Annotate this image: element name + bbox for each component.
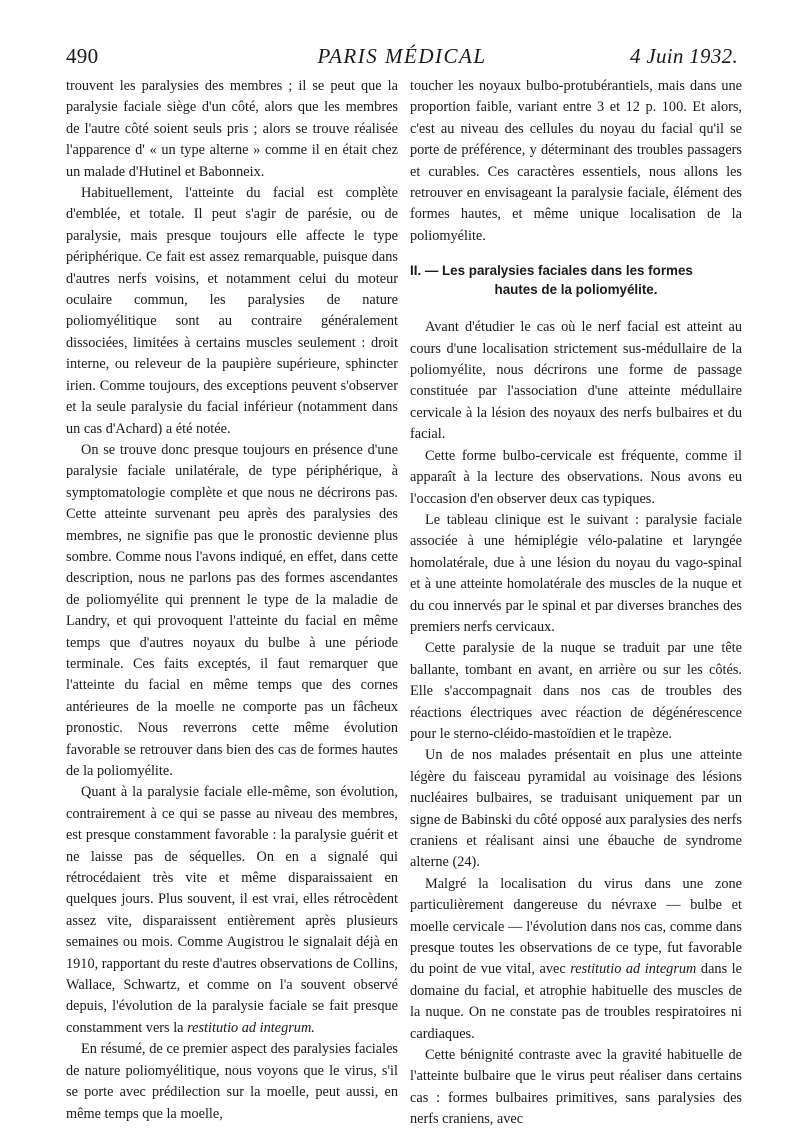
section-heading-line-2: hautes de la poliomyélite. — [494, 282, 658, 298]
paragraph: Cette bénignité contraste avec la gravité habituelle de l'atteinte bulbaire que le virus peut réaliser dans certains cas : formes bulbaires primitives, sans paralysies des nerfs craniens, avec — [410, 1047, 742, 1128]
left-column — [66, 76, 398, 1125]
paragraph: Avant d'étudier le cas où le nerf facial est atteint au cours d'une localisation strictement sus-médullaire de la poliomyélite, nous décrirons une forme de passage constituée par l'association d'une atteinte médullaire cervicale à la lésion des noyaux des nerfs bulbaires et du facial. — [410, 319, 742, 443]
spacer — [410, 299, 742, 317]
paragraph — [410, 874, 742, 1045]
running-header — [66, 40, 738, 72]
paragraph: Cette paralysie de la nuque se traduit par une tête ballante, tombant en avant, en arrière ou sur les côtés. Elle s'accompagnait dans nos cas de troubles des réactions électriques avec réaction de dégénérescence pour le sterno-cléido-mastoïdien et le trapèze. — [410, 640, 742, 742]
right-column — [410, 76, 742, 1131]
paragraph: toucher les noyaux bulbo-protubérantiels, mais dans une proportion faible, variant entre 3 et 12 p. 100. Et alors, c'est au niveau des cellules du noyau du facial qu'il se porte de préférence, y déterminant des troubles passagers et curables. Ces caractères essentiels, nous allons les retrouver en envisageant la paralysie faciale, élément des formes hautes, et même unique localisation de la poliomyélite. — [410, 78, 742, 244]
paragraph: Cette forme bulbo-cervicale est fréquente, comme il apparaît à la lecture des observations. Nous avons eu l'occasion d'en observer deux cas typiques. — [410, 447, 742, 507]
paragraph: On se trouve donc presque toujours en présence d'une paralysie faciale unilatérale, de type périphérique, à symptomatologie complète et que nous ne décrirons pas. Cette atteinte survenant peu après des paralysies des membres, ne signifie pas que le pronostic devienne plus sombre. Comme nous l'avons indiqué, en effet, dans cette description, nous ne parlons pas des formes ascendantes de poliomyélite qui prennent le type de la maladie de Landry, et qui provoquent l'atteinte du facial en même temps que d'autres noyaux du bulbe à une période terminale. Ces faits exceptés, il faut remarquer que l'atteinte du facial en même temps que des cornes antérieures de la moelle ne comporte pas un fâcheux pronostic. Nous reverrons cette même évolution favorable se retrouver dans bien des cas de formes hautes de la poliomyélite. — [66, 441, 398, 779]
text-run: dans le domaine du facial, et atrophie habituelle des muscles de la nuque. On ne constate pas de troubles respiratoires ni cardiaques. — [410, 961, 742, 1042]
text-run: Quant à la paralysie faciale elle-même, son évolution, contrairement à ce qui se passe au niveau des membres, est presque constamment favorable : la paralysie guérit et ne laisse pas de séquelles. On en a signalé qui rétrocédaient très vite et même disparaissaient en quelques jours. Plus souvent, il est vrai, elles rétrocèdent assez vite, disparaissent entièrement après plusieurs semaines ou mois. Comme Augistrou le signalait déjà en 1910, rapportant du reste d'autres observations de Collins, Wallace, Schwartz, et comme on l'a souvent observé depuis, l'évolution de la paralysie faciale se fait presque constamment vers la — [66, 784, 398, 1036]
latin-phrase: restitutio ad integrum. — [187, 1019, 315, 1036]
journal-title: PARIS MÉDICAL — [317, 44, 487, 68]
paragraph — [66, 782, 398, 1039]
paragraph: En résumé, de ce premier aspect des paralysies faciales de nature poliomyélitique, nous voyons que le virus, s'il se porte avec prédilection sur la moelle, peut aussi, en même temps que la moelle, — [66, 1041, 398, 1122]
paragraph: Le tableau clinique est le suivant : paralysie faciale associée à une hémiplégie vélo-palatine et laryngée homolatérale, due à une lésion du noyau du vago-spinal et à une atteinte homolatérale des muscles de la nuque et du cou innervés par le spinal et par diverses branches des premiers nerfs cervicaux. — [410, 511, 742, 635]
paragraph: Habituellement, l'atteinte du facial est complète d'emblée, et totale. Il peut s'agir de parésie, ou de paralysie, mais presque toujours elle affecte le type périphérique. Ce fait est assez remarquable, puisque dans d'autres nerfs voisins, et notamment celui du moteur oculaire commun, les paralysies de nature poliomyélitique sont au contraire généralement dissociées, limitées à certains muscles seulement : droit interne, ou releveur de la paupière supérieure, sphincter irien. Comme toujours, des exceptions peuvent s'observer et la seule paralysie du facial inférieur (notamment dans un cas d'Achard) a été notée. — [66, 185, 398, 437]
paragraph: trouvent les paralysies des membres ; il se peut que la paralysie faciale siège d'un côté, alors que les membres de l'autre côté soient seuls pris ; alors se trouve réalisée l'apparence d' « un type alterne » comme il en était chez un malade d'Hutinel et Babonneix. — [66, 78, 398, 180]
text-run: Malgré la localisation du virus dans une zone particulièrement dangereuse du névraxe — bulbe et moelle cervicale — l'évolution dans nos cas, comme dans presque toutes les observations de ce type, fut favorable du point de vue vital, avec — [410, 875, 742, 978]
page-number: 490 — [66, 44, 99, 68]
paragraph: Un de nos malades présentait en plus une atteinte légère du faisceau pyramidal au voisinage des lésions nucléaires bulbaires, se traduisant uniquement par un signe de Babinski du côté opposé aux paralysies des nerfs craniens et réalisant ainsi une ébauche de syndrome alterne (24). — [410, 747, 742, 871]
section-heading-line-1: II. — Les paralysies faciales dans les formes — [410, 263, 693, 279]
latin-phrase: restitutio ad integrum — [570, 961, 697, 978]
section-heading — [410, 261, 742, 299]
issue-date: 4 Juin 1932. — [629, 44, 738, 68]
